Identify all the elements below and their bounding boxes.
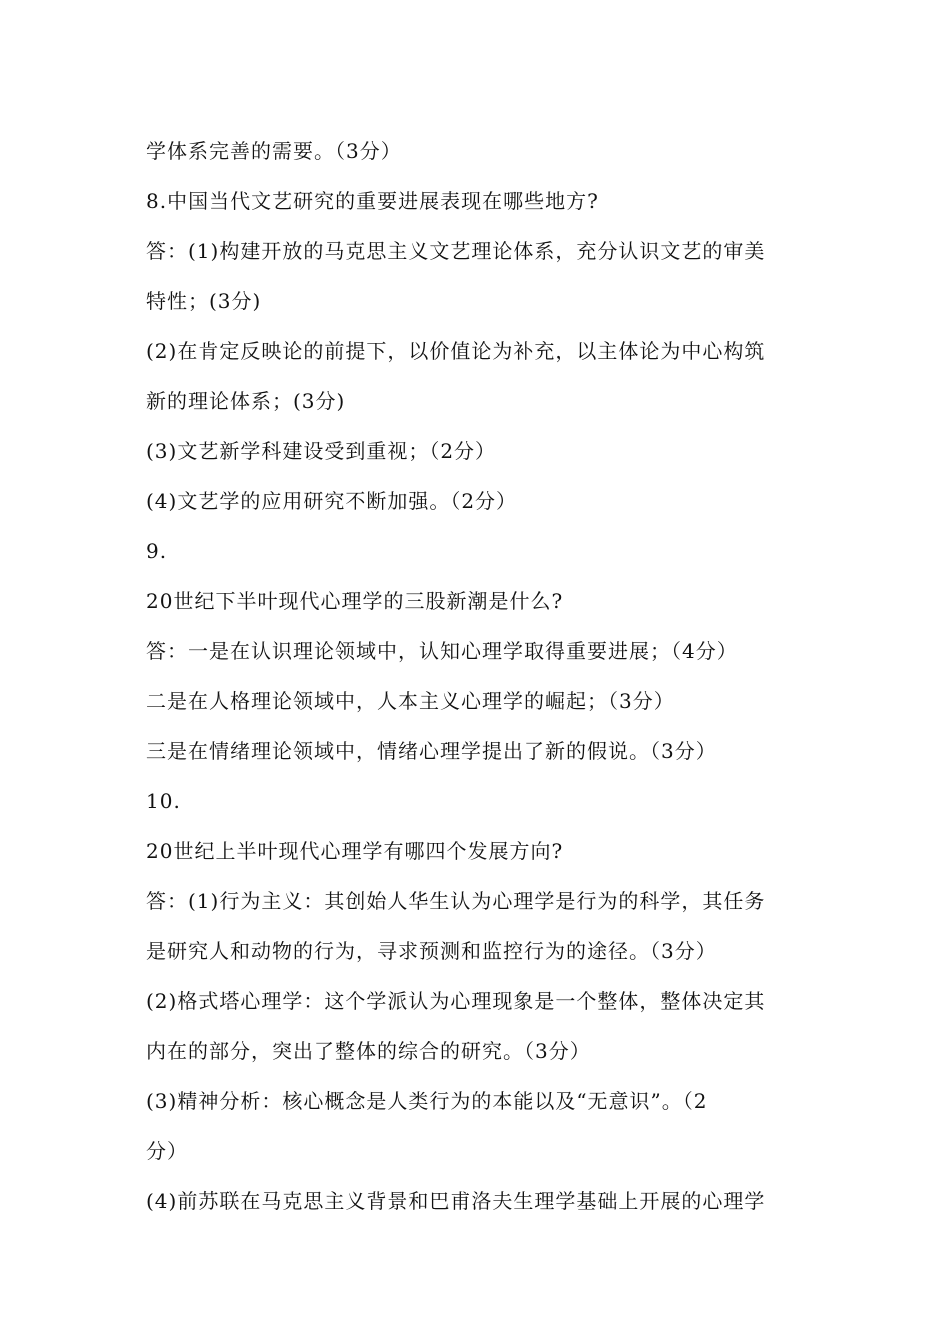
question-9: 20世纪下半叶现代心理学的三股新潮是什么? xyxy=(146,589,564,613)
question-number-10: 10. xyxy=(146,789,181,813)
answer-line: 二是在人格理论领域中，人本主义心理学的崛起；（3分） xyxy=(146,689,675,713)
answer-line: (2)在肯定反映论的前提下，以价值论为补充，以主体论为中心构筑 xyxy=(146,339,766,363)
answer-line: (4)前苏联在马克思主义背景和巴甫洛夫生理学基础上开展的心理学 xyxy=(146,1189,766,1213)
question-10: 20世纪上半叶现代心理学有哪四个发展方向? xyxy=(146,839,564,863)
answer-line: 新的理论体系；(3分) xyxy=(146,389,346,413)
answer-line: 是研究人和动物的行为，寻求预测和监控行为的途径。（3分） xyxy=(146,939,717,963)
question-number-9: 9. xyxy=(146,539,168,563)
answer-line: (3)文艺新学科建设受到重视；（2分） xyxy=(146,439,497,463)
answer-line: 特性；(3分) xyxy=(146,289,262,313)
answer-line: 分） xyxy=(146,1139,188,1163)
answer-line: 内在的部分，突出了整体的综合的研究。（3分） xyxy=(146,1039,591,1063)
answer-line: 答：(1)行为主义：其创始人华生认为心理学是行为的科学，其任务 xyxy=(146,889,766,913)
answer-line: 答：一是在认识理论领域中，认知心理学取得重要进展；（4分） xyxy=(146,639,738,663)
text-line: 学体系完善的需要。（3分） xyxy=(146,139,402,163)
answer-line: (3)精神分析：核心概念是人类行为的本能以及“无意识”。（2 xyxy=(146,1089,708,1113)
answer-line: (2)格式塔心理学：这个学派认为心理现象是一个整体，整体决定其 xyxy=(146,989,766,1013)
answer-line: (4)文艺学的应用研究不断加强。（2分） xyxy=(146,489,518,513)
answer-line: 三是在情绪理论领域中，情绪心理学提出了新的假说。（3分） xyxy=(146,739,717,763)
question-8: 8.中国当代文艺研究的重要进展表现在哪些地方? xyxy=(146,189,599,213)
answer-line: 答：(1)构建开放的马克思主义文艺理论体系，充分认识文艺的审美 xyxy=(146,239,766,263)
